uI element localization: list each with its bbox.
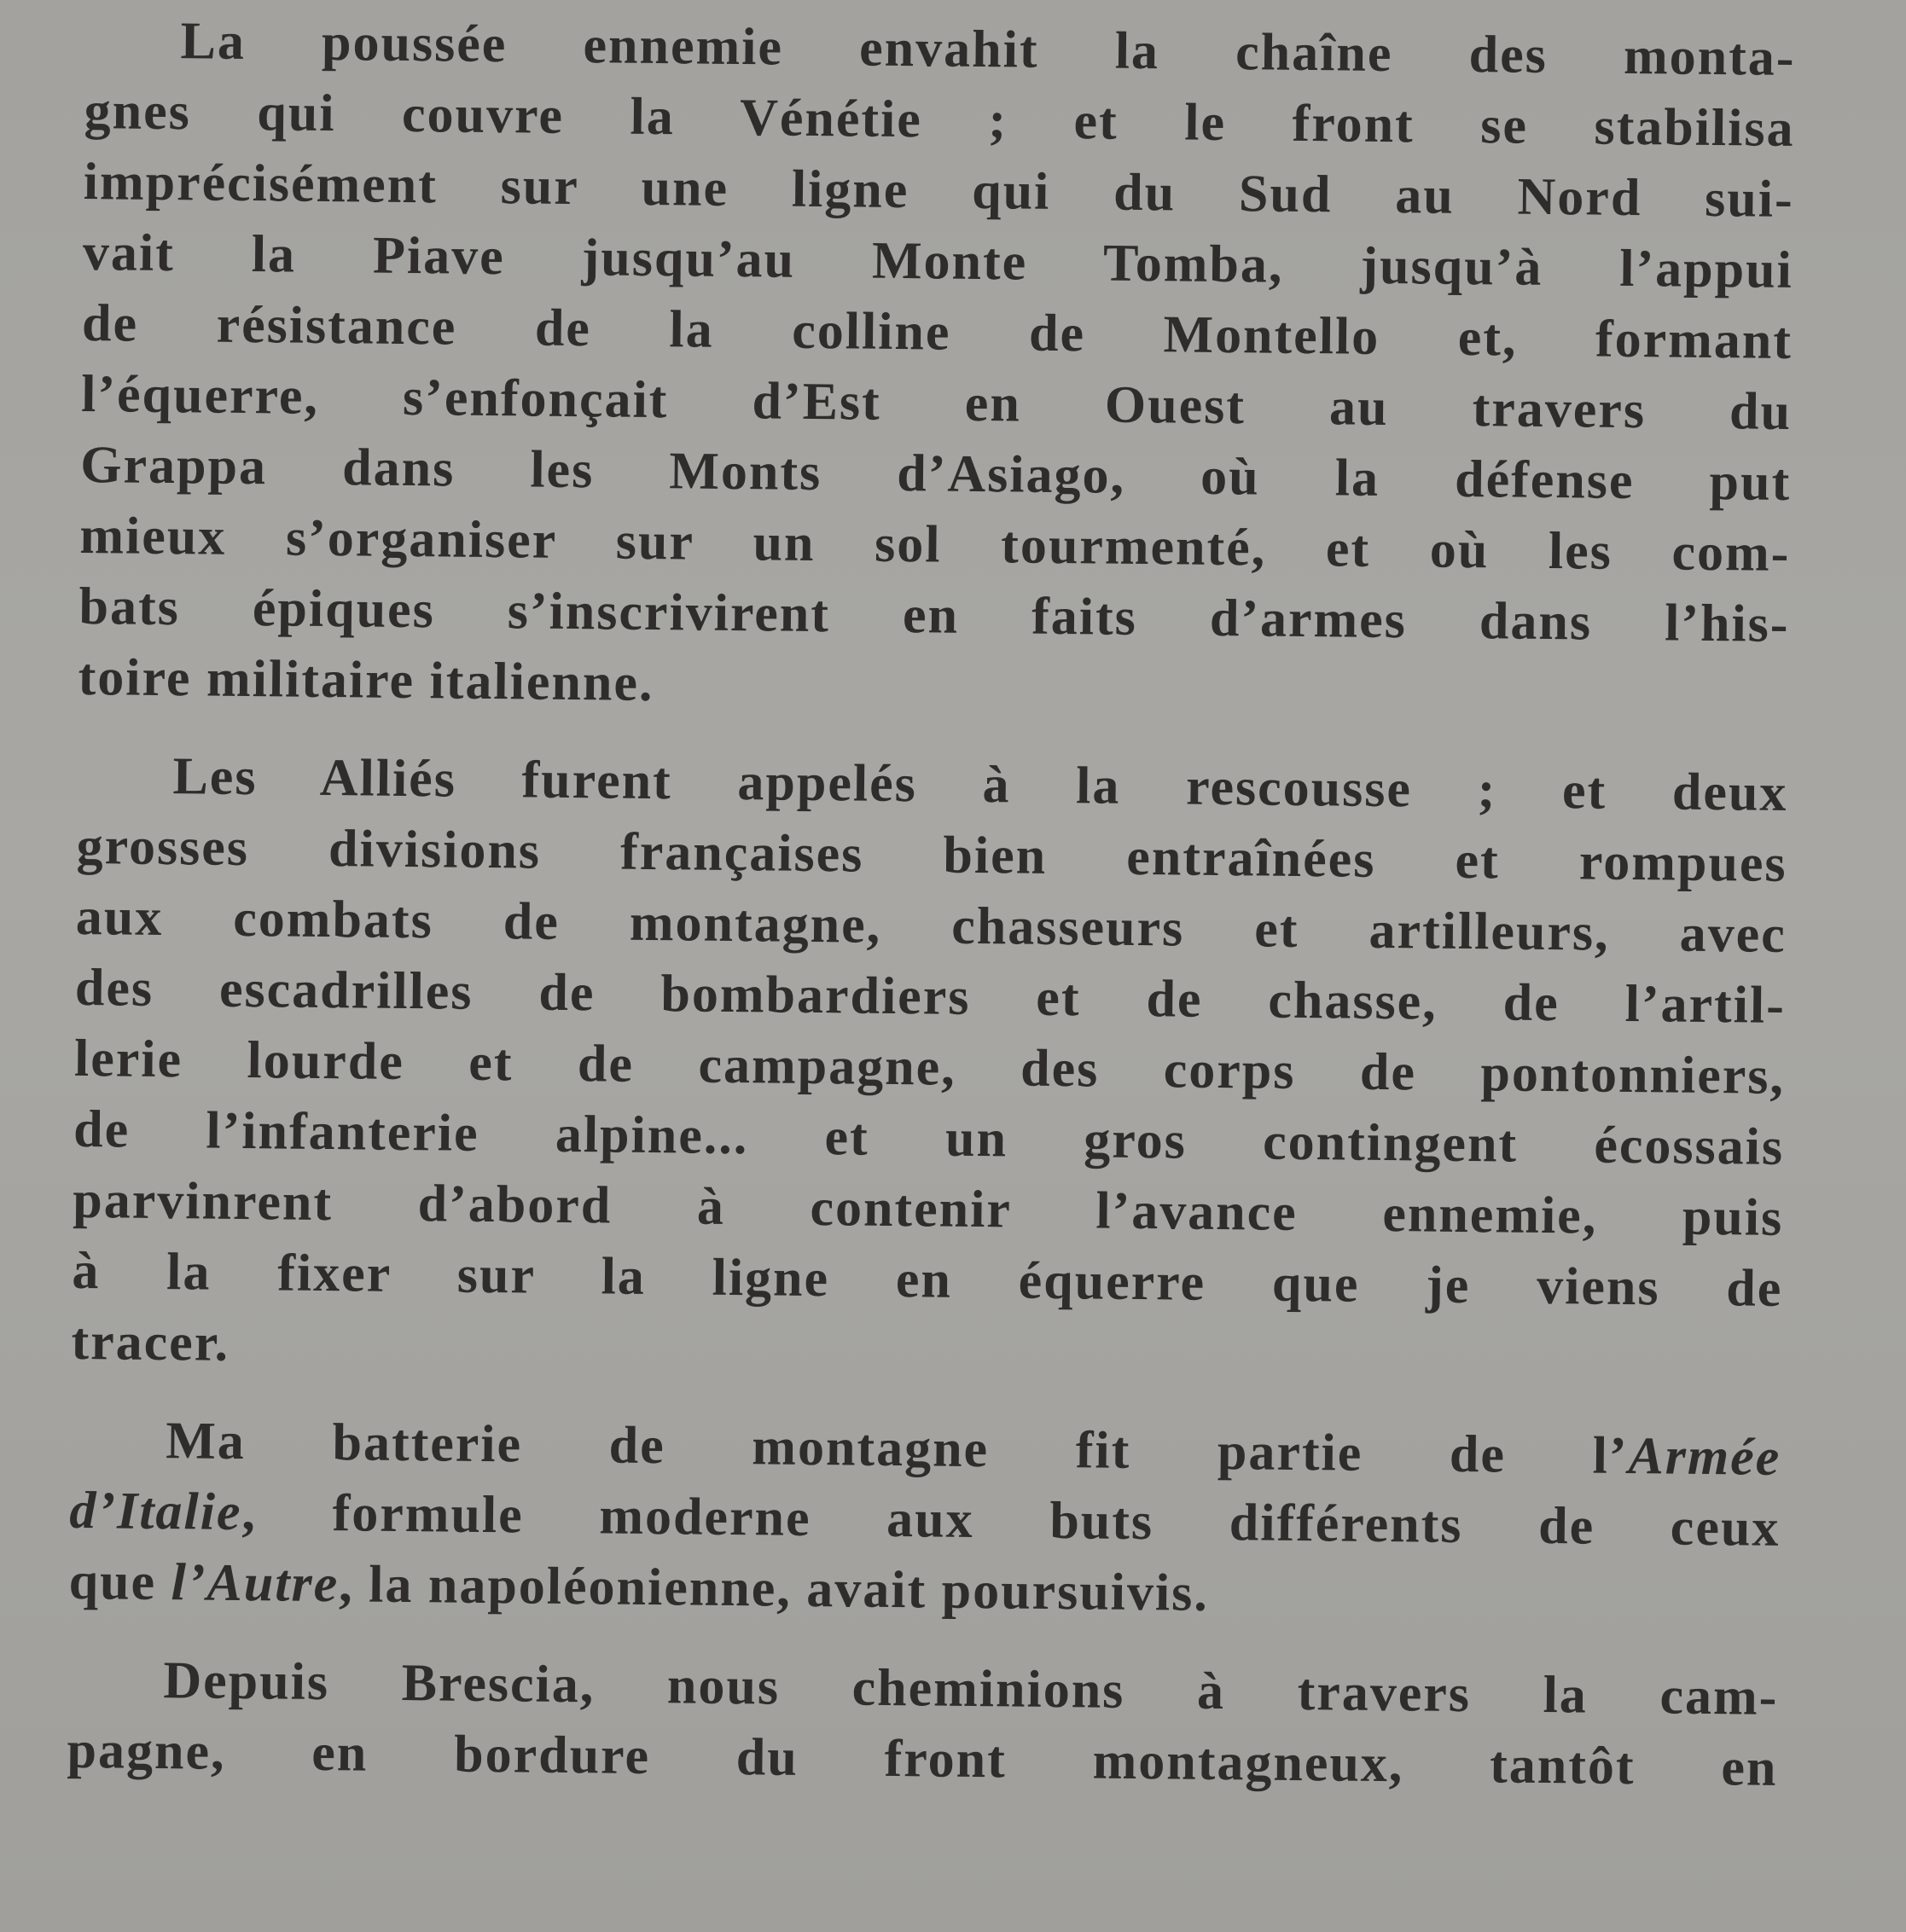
text-line: La poussée ennemie envahit la chaîne des monta- — [180, 12, 1796, 87]
paragraph-4 — [67, 1645, 1779, 1804]
paragraph-2 — [71, 740, 1788, 1395]
text-line: à la fixer sur la ligne en équerre que je viens de — [72, 1241, 1783, 1318]
text-line: imprécisément sur une ligne qui du Sud au Nord sui- — [83, 152, 1795, 229]
text-line: grosses divisions françaises bien entraînées et rompues — [76, 816, 1787, 893]
text-run: , la napoléonienne, avait poursuivis. — [338, 1555, 1210, 1622]
text-line: Depuis Brescia, nous cheminions à travers la cam- — [163, 1651, 1779, 1726]
text-line: des escadrilles de bombardiers et de chasse, de l’artil- — [74, 958, 1787, 1035]
text-run: que — [68, 1552, 171, 1612]
text-run: , formule moderne aux buts différents de ceux — [241, 1483, 1781, 1558]
text-line: de l’infanterie alpine... et un gros contingent écossais — [73, 1099, 1785, 1176]
italic-run: Armée — [1628, 1427, 1781, 1487]
text-line: Grappa dans les Monts d’Asiago, où la défense put — [79, 435, 1792, 512]
italic-run: l’Autre — [171, 1553, 340, 1614]
italic-run: d’Italie — [69, 1481, 242, 1542]
paragraph-1 — [78, 5, 1796, 731]
text-line: toire militaire italienne. — [78, 647, 654, 713]
text-line: l’équerre, s’enfonçait d’Est en Ouest au travers du — [80, 364, 1793, 441]
text-line: Les Alliés furent appelés à la rescousse ; et deux — [172, 747, 1788, 822]
paragraph-3 — [68, 1405, 1781, 1635]
text-line: pagne, en bordure du front montagneux, tantôt en — [67, 1720, 1778, 1797]
text-line: aux combats de montagne, chasseurs et artilleurs, avec — [75, 887, 1787, 964]
text-line: lerie lourde et de campagne, des corps de pontonniers, — [73, 1029, 1786, 1105]
text-line: vait la Piave jusqu’au Monte Tomba, jusqu’à l’appui — [82, 223, 1794, 299]
text-run: Ma batterie de montagne fit partie de l’ — [166, 1412, 1629, 1486]
text-line: tracer. — [71, 1312, 230, 1372]
body-text — [67, 5, 1796, 1804]
text-line: de résistance de la colline de Montello et, formant — [81, 293, 1793, 370]
text-line: gnes qui couvre la Vénétie ; et le front se stabilisa — [84, 81, 1795, 158]
text-line: bats épiques s’inscrivirent en faits d’armes dans l’his- — [78, 577, 1790, 653]
text-line: parvinrent d’abord à contenir l’avance ennemie, puis — [72, 1170, 1784, 1247]
text-line: mieux s’organiser sur un sol tourmenté, et où les com- — [79, 506, 1791, 583]
